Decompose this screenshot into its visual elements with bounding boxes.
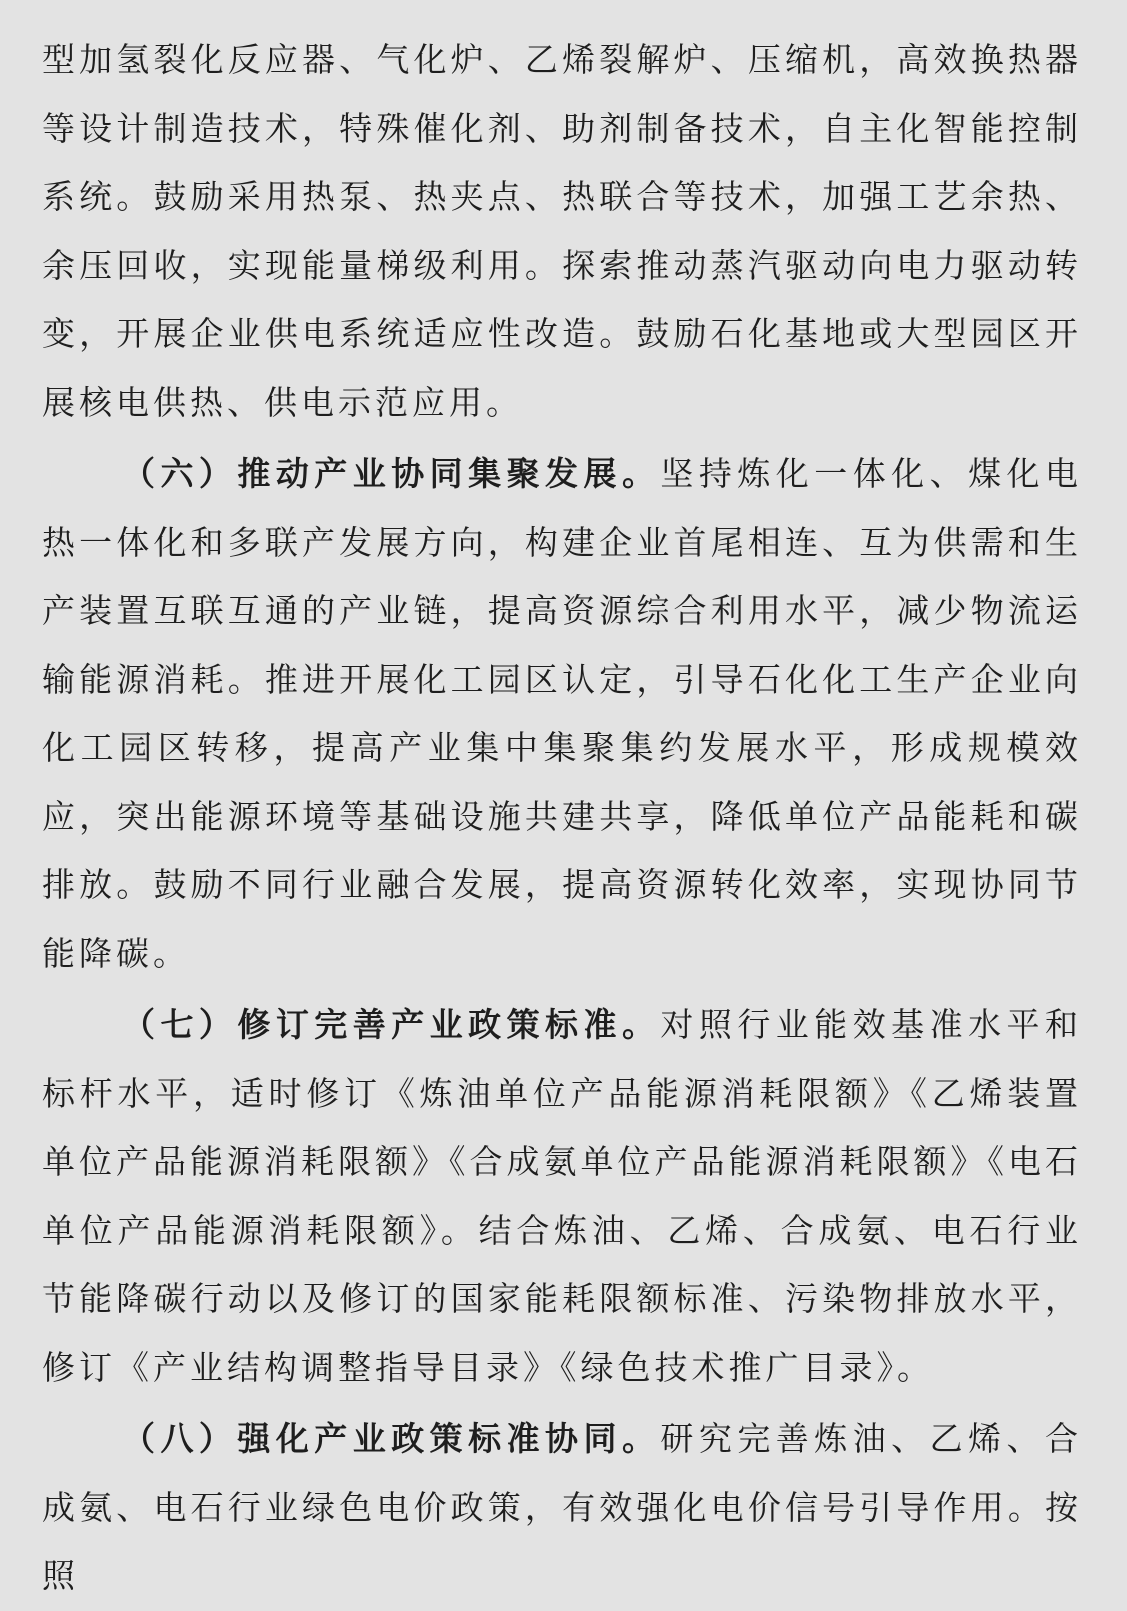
paragraph-section-7 — [42, 991, 1082, 1402]
paragraph-body: 对照行业能效基准水平和标杆水平，适时修订《炼油单位产品能源消耗限额》《乙烯装置单位产品能源消耗限额》《合成氨单位产品能源消耗限额》《电石单位产品能源消耗限额》。结合炼油、乙烯、合成氨、电石行业节能降碳行动以及修订的国家能耗限额标准、污染物排放水平，修订《产业结构调整指导目录》《绿色技术推广目录》。 — [42, 1005, 1083, 1387]
paragraph-body: 研究完善炼油、乙烯、合成氨、电石行业绿色电价政策，有效强化电价信号引导作用。按照 — [42, 1419, 1083, 1595]
section-heading: （六）推动产业协同集聚发展。 — [122, 454, 661, 493]
section-heading: （七）修订完善产业政策标准。 — [122, 1005, 661, 1044]
paragraph-body: 坚持炼化一体化、煤化电热一体化和多联产发展方向，构建企业首尾相连、互为供需和生产装置互联互通的产业链，提高资源综合利用水平，减少物流运输能源消耗。推进开展化工园区认定，引导石化化工生产企业向化工园区转移，提高产业集中集聚集约发展水平，形成规模效应，突出能源环境等基础设施共建共享，降低单位产品能耗和碳排放。鼓励不同行业融合发展，提高资源转化效率，实现协同节能降碳。 — [42, 454, 1083, 973]
paragraph-section-8 — [42, 1405, 1082, 1611]
section-heading: （八）强化产业政策标准协同。 — [122, 1419, 661, 1458]
paragraph-body: 型加氢裂化反应器、气化炉、乙烯裂解炉、压缩机，高效换热器等设计制造技术，特殊催化剂、助剂制备技术，自主化智能控制系统。鼓励采用热泵、热夹点、热联合等技术，加强工艺余热、余压回收，实现能量梯级利用。探索推动蒸汽驱动向电力驱动转变，开展企业供电系统适应性改造。鼓励石化基地或大型园区开展核电供热、供电示范应用。 — [42, 40, 1082, 422]
paragraph-continuation — [42, 26, 1082, 437]
paragraph-section-6 — [42, 440, 1082, 988]
document-page — [42, 26, 1082, 1611]
